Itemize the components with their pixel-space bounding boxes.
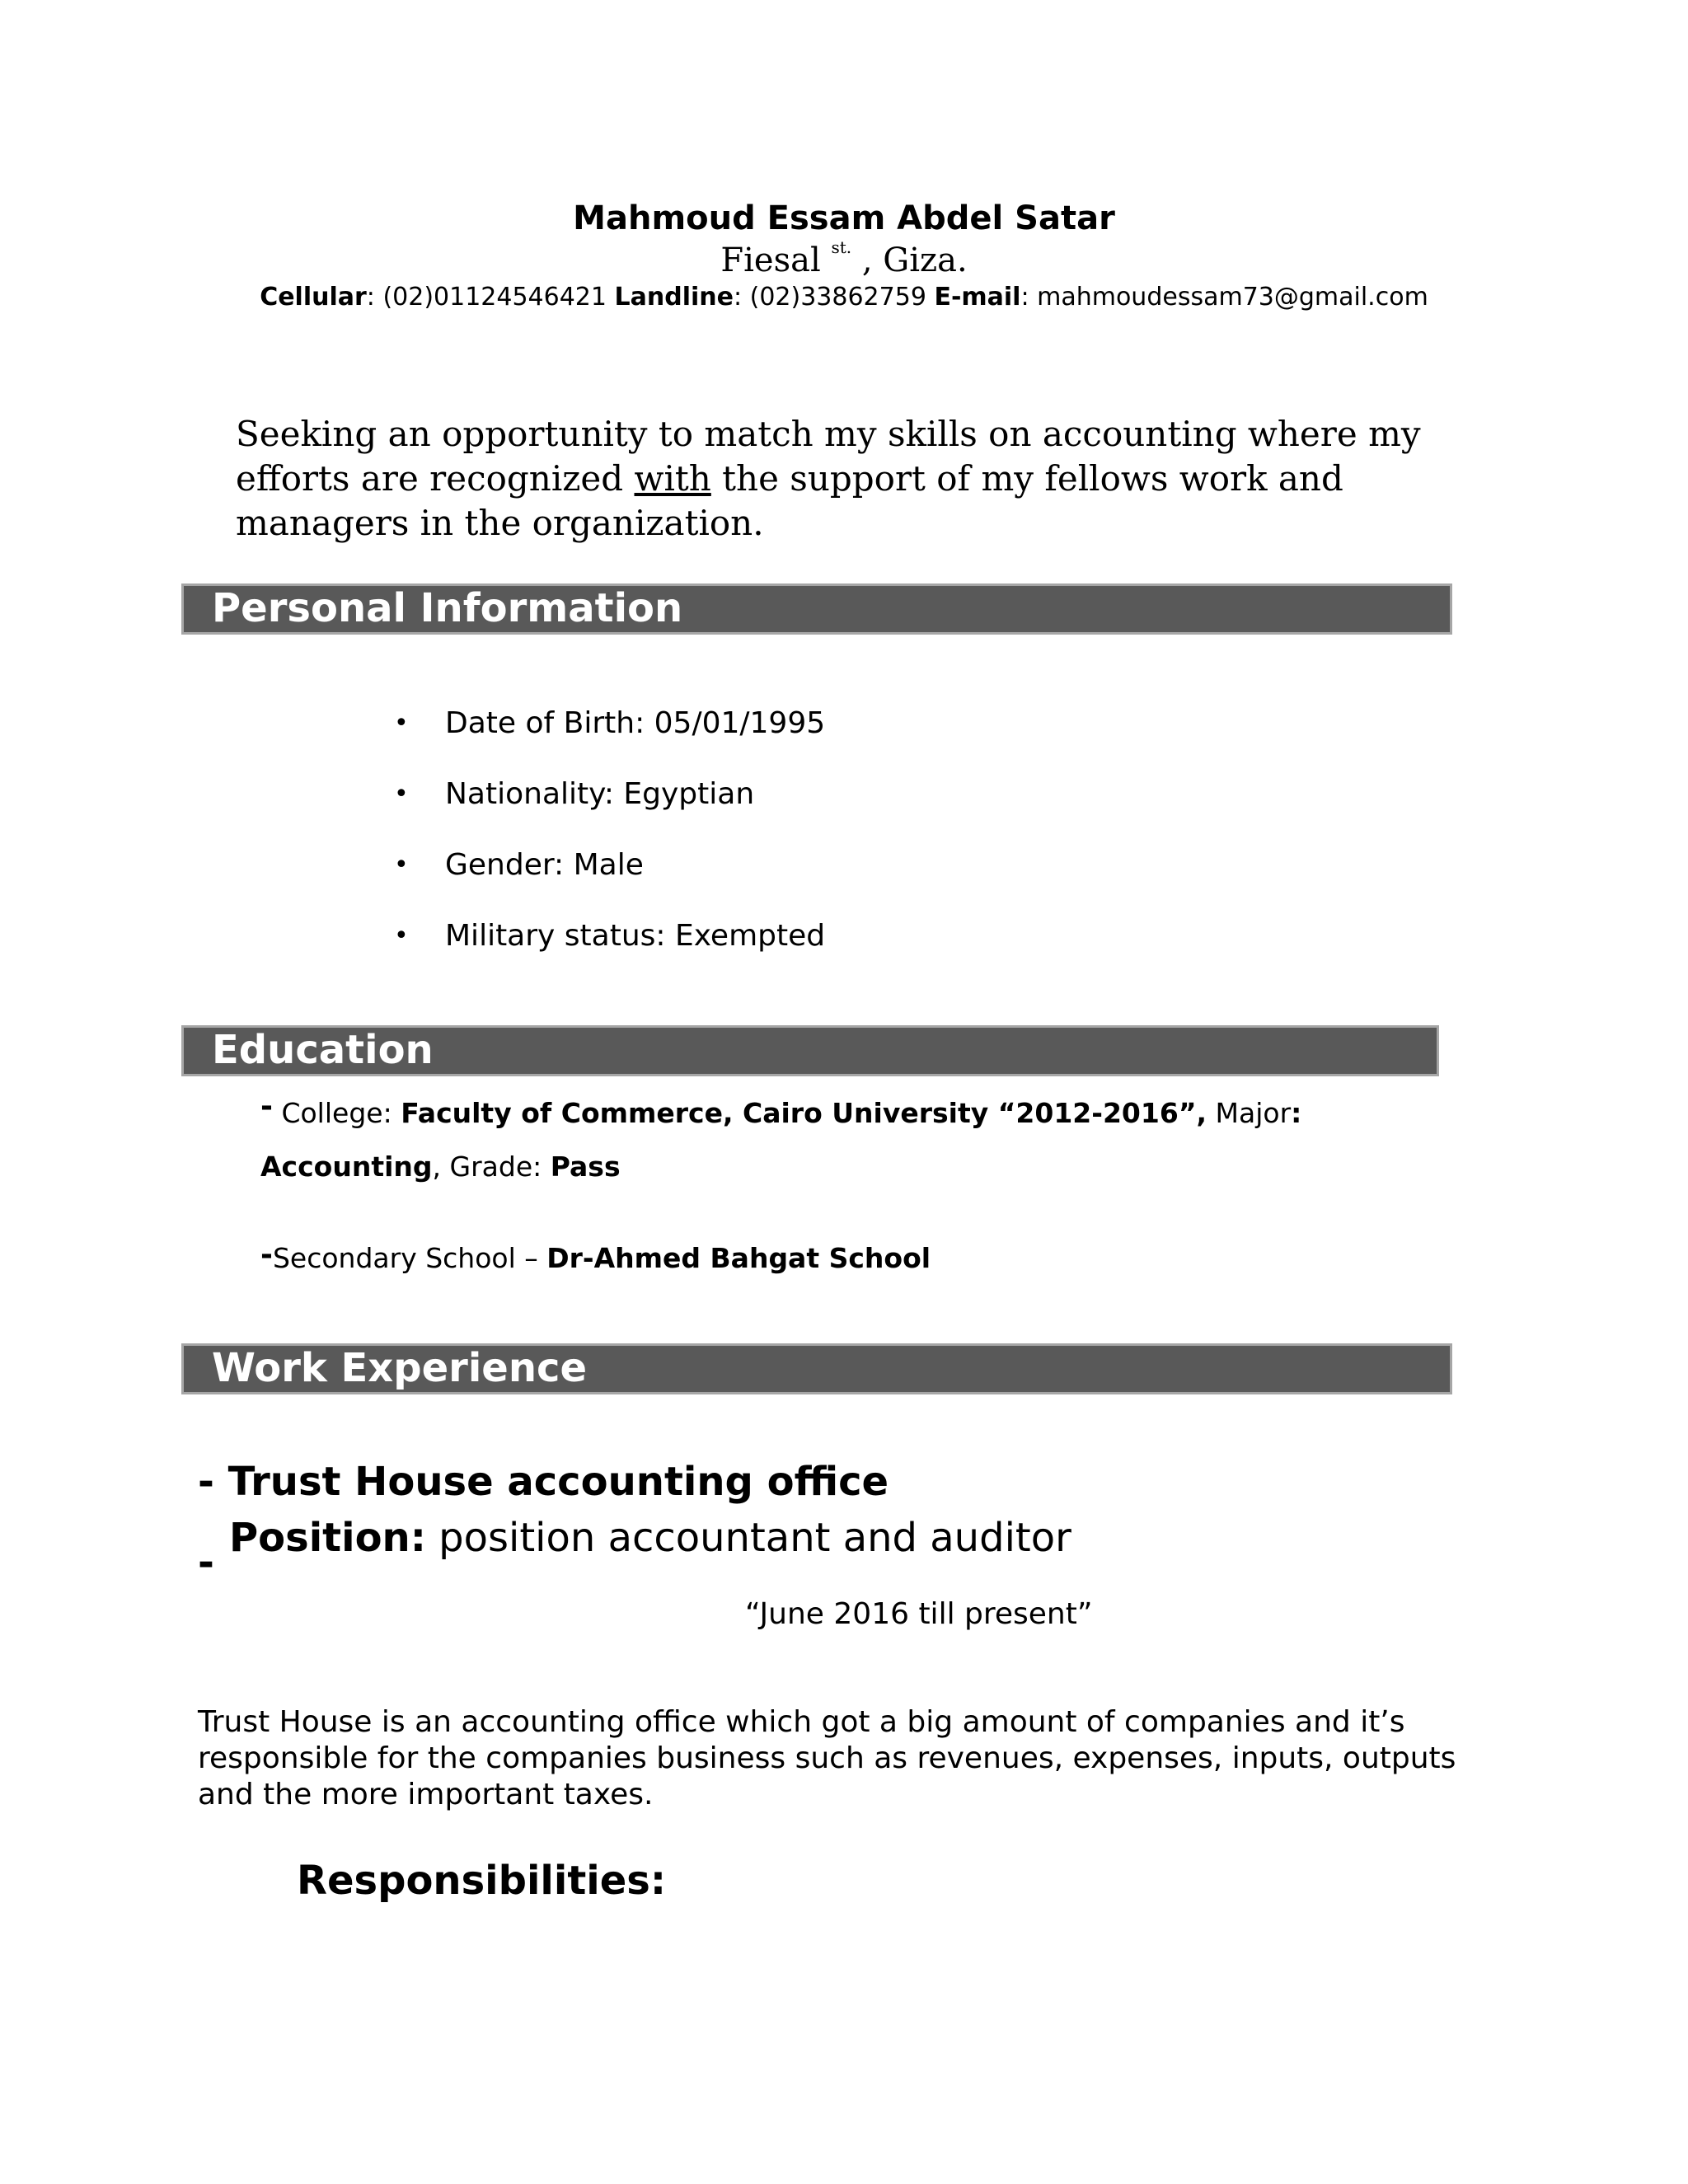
dash-marker: - [260, 1238, 273, 1272]
bullet-icon: • [394, 921, 409, 950]
college-name: Faculty of Commerce, Cairo University “2012-2016”, [401, 1097, 1207, 1129]
work-company: - Trust House accounting office [198, 1459, 889, 1505]
cellular-value: : (02)01124546421 [366, 283, 615, 312]
education-school [260, 1238, 931, 1275]
responsibilities-heading: Responsibilities: [297, 1858, 667, 1904]
work-position [229, 1515, 1071, 1561]
personal-info-item [394, 842, 825, 913]
position-label: Position: [229, 1515, 426, 1561]
work-description: Trust House is an accounting office which got a big amount of companies and it’s responsible for the companies business such as revenues, expenses, inputs, outputs and the more important taxes. [198, 1705, 1456, 1811]
dash-marker: - [260, 1090, 273, 1123]
bullet-icon: • [394, 851, 409, 879]
major-label: Major [1207, 1097, 1292, 1129]
section-header-work: Work Experience [181, 1343, 1452, 1394]
address [0, 237, 1688, 279]
major-colon: : [1291, 1097, 1302, 1129]
address-street: Fiesal [720, 241, 821, 279]
personal-info-text: Gender: Male [445, 848, 644, 882]
objective-text-2: the support of my fellows work and managers in the organization. [236, 458, 1343, 543]
section-header-personal: Personal Information [181, 583, 1452, 635]
address-city: , Giza. [851, 241, 968, 279]
cellular-label: Cellular [260, 283, 367, 312]
email-label: E-mail [934, 283, 1021, 312]
personal-info-text: Date of Birth: 05/01/1995 [445, 706, 826, 740]
grade-label: , Grade: [432, 1151, 551, 1183]
school-label: Secondary School – [272, 1242, 547, 1274]
grade-value: Pass [550, 1151, 621, 1183]
school-name: Dr-Ahmed Bahgat School [546, 1242, 931, 1274]
major-value: Accounting [260, 1151, 433, 1183]
education-college [260, 1090, 1302, 1130]
landline-label: Landline [614, 283, 734, 312]
personal-info-item [394, 701, 825, 771]
objective-text-1: Seeking an opportunity to match my skills on accounting where my efforts are recognized [236, 414, 1421, 499]
contact-line [0, 283, 1688, 312]
personal-info-text: Nationality: Egyptian [445, 777, 755, 811]
college-label: College: [272, 1097, 401, 1129]
personal-info-item [394, 913, 825, 984]
landline-value: : (02)33862759 [733, 283, 935, 312]
section-header-education: Education [181, 1025, 1439, 1076]
bullet-icon: • [394, 780, 409, 808]
education-college-line2 [260, 1151, 621, 1183]
work-dates: “June 2016 till present” [745, 1597, 1093, 1631]
objective-statement [236, 412, 1489, 546]
personal-info-list [394, 701, 825, 984]
personal-info-item [394, 771, 825, 842]
objective-underlined: with [634, 458, 711, 499]
position-dash: - [198, 1540, 214, 1586]
address-superscript: st. [831, 237, 852, 257]
candidate-name: Mahmoud Essam Abdel Satar [573, 199, 1115, 237]
position-value: position accountant and auditor [425, 1515, 1071, 1561]
personal-info-text: Military status: Exempted [445, 919, 826, 953]
bullet-icon: • [394, 709, 409, 738]
email-value: : mahmoudessam73@gmail.com [1020, 283, 1428, 312]
